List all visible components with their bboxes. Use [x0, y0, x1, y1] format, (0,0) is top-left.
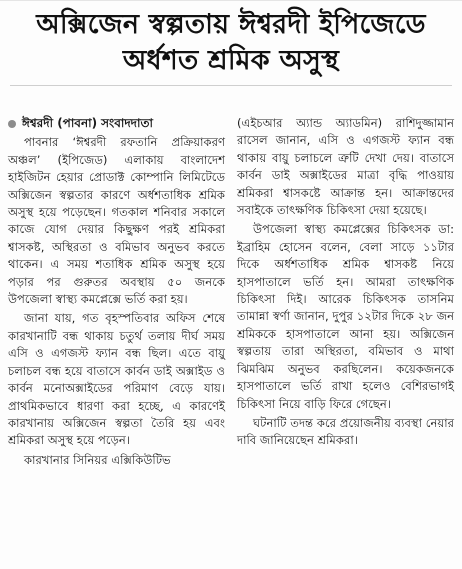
paragraph: (এইচআর অ্যান্ড অ্যাডমিন) রাশিদুজ্জামান রাসেল জানান, এসি ও এগজস্ট ফ্যান বন্ধ থাকায় বায়ু চলাচলে ত্রুটি দেখা দেয়। বাতাসে কার্বন ডাই অক্সাইডের মাত্রা বৃদ্ধি পাওয়ায় শ্রমিকরা শ্বাসকষ্টে আক্রান্ত হন। আক্রান্তদের সবাইকে তাৎক্ষণিক চিকিৎসা দেয়া হয়েছে।: [237, 116, 454, 218]
paragraph: পাবনার ‘ঈশ্বরদী রফতানি প্রক্রিয়াকরণ অঞ্চল’ (ইপিজেড) এলাকায় বাংলাদেশ হাইজিটন হেয়ার প্রোডাক্ট কোম্পানি লিমিটেডে অক্সিজেন স্বল্পতার কারণে অর্ধশতাধিক শ্রমিক অসুস্থ হয়ে পড়েছেন। গতকাল শনিবার সকালে কাজে যোগ দেয়ার কিছুক্ষণ পরই শ্রমিকরা শ্বাসকষ্ট, অস্থিরতা ও বমিভাব অনুভব করতে থাকেন। এ সময় শতাধিক শ্রমিক অসুস্থ হয়ে পড়ার পর গুরুতর অবস্থায় ৫০ জনকে উপজেলা স্বাস্থ্য কমপ্লেক্সে ভর্তি করা হয়।: [8, 135, 225, 307]
headline-divider: [10, 85, 452, 86]
byline-location: ঈশ্বরদী (পাবনা): [22, 116, 98, 130]
byline-reporter: সংবাদদাতা: [101, 116, 153, 130]
paragraph: ঘটনাটি তদন্ত করে প্রয়োজনীয় ব্যবস্থা নেয়ার দাবি জানিয়েছেন শ্রমিকরা।: [237, 415, 454, 448]
paragraph: কারখানার সিনিয়র এক্সিকিউটিভ: [24, 452, 171, 467]
paragraph: উপজেলা স্বাস্থ্য কমপ্লেক্সের চিকিৎসক ডা: ইব্রাহিম হোসেন বলেন, বেলা সাড়ে ১১টার দিকে অর্ধশতাধিক শ্রমিক শ্বাসকষ্ট নিয়ে হাসপাতালে ভর্তি হন। আমরা তাৎক্ষণিক চিকিৎসা দিই। আরেক চিকিৎসক তাসনিম তামান্না স্বর্ণা জানান, দুপুর ১২টার দিকে ২৮ জন শ্রমিককে হাসপাতালে আনা হয়। অক্সিজেন স্বল্পতায় তারা অস্থিরতা, বমিভাব ও মাথা ঝিমঝিম অনুভব করছিলেন। কয়েকজনকে হাসপাতালে ভর্তি রাখা হলেও বেশিরভাগই চিকিৎসা নিয়ে বাড়ি ফিরে গেছেন।: [237, 222, 454, 411]
headline-line-1: অক্সিজেন স্বল্পতায় ঈশ্বরদী ইপিজেডে: [36, 9, 426, 40]
article-body: [8, 115, 454, 563]
paragraph: জানা যায়, গত বৃহস্পতিবার অফিস শেষে কারখানাটি বন্ধ থাকায় চতুর্থ তলায় দীর্ঘ সময় এসি ও এগজস্ট ফ্যান বন্ধ ছিল। এতে বায়ু চলাচল বন্ধ হয়ে বাতাসে কার্বন ডাই অক্সাইড ও কার্বন মনোঅক্সাইডের পরিমাণ বেড়ে যায়। প্রাথমিকভাবে ধারণা করা হচ্ছে, এ কারণেই কারখানায় অক্সিজেন স্বল্পতা তৈরি হয় এবং শ্রমিকরা অসুস্থ হয়ে পড়েন।: [8, 311, 225, 448]
bullet-icon: [8, 120, 16, 128]
headline-line-2: অর্ধশত শ্রমিক অসুস্থ: [122, 45, 340, 76]
article-column-left: [8, 115, 225, 563]
article-column-right: [237, 115, 454, 563]
byline: [8, 115, 225, 132]
